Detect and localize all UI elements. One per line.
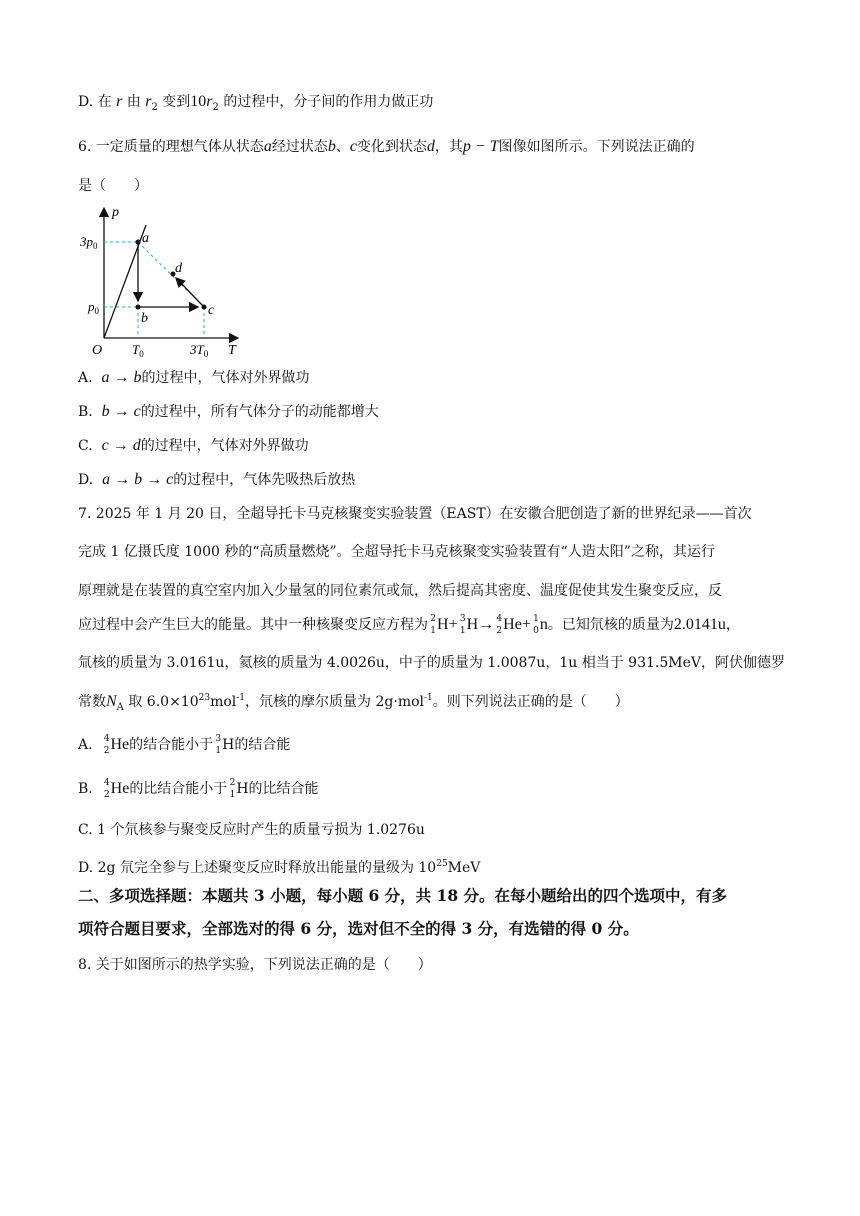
q7-stem-line4: 应过程中会产生巨大的能量。其中一种核聚变反应方程为 2 1 H+ 3 1 H→ 4 2 He+ 1 0 n。已知氘核的质量为2.0141u， [78, 614, 740, 636]
label-p: p [112, 205, 119, 220]
point-c [202, 305, 207, 310]
q6-option-b[interactable]: B. b → c的过程中，所有气体分子的动能都增大 [78, 403, 379, 420]
q7-option-d[interactable]: D. 2g 氘完全参与上述聚变反应时释放出能量的量级为 $10^{25}MeV$ [78, 859, 481, 876]
q7-option-c[interactable]: C. 1 个氘核参与聚变反应时产生的质量亏损为 1.0276u [78, 822, 425, 838]
label-O: O [92, 343, 103, 358]
label-T: T [228, 343, 236, 358]
q7-stem-line5: 氚核的质量为 3.0161u，氦核的质量为 4.0026u，中子的质量为 1.0087u，1u 相当于 931.5MeV，阿伏伽德罗 [78, 655, 785, 671]
q6-option-a[interactable]: A. a → b的过程中，气体对外界做功 [78, 369, 310, 386]
label-T0: $T_0$ [132, 342, 144, 359]
q7-stem-line2: 完成 1 亿摄氏度 1000 秒的“高质量燃烧”。全超导托卡马克核聚变实验装置有“人造太阳”之称，其运行 [78, 544, 715, 560]
q7-stem-line3: 原理就是在装置的真空室内加入少量氢的同位素氘或氚，然后提高其密度、温度促使其发生聚变反应，反 [78, 583, 722, 599]
label-3p0: $3p_0$ [80, 234, 98, 251]
q6-option-c[interactable]: C. c → d的过程中，气体对外界做功 [78, 437, 309, 454]
label-b: b [141, 311, 148, 326]
label-d: d [175, 261, 182, 276]
q8-stem: 8. 关于如图所示的热学实验，下列说法正确的是（ ） [78, 957, 432, 973]
label-a: a [142, 231, 149, 246]
label-3T0: $3T_0$ [190, 342, 209, 359]
q5-option-d: D. 在 r 由 $r_2$ 变到$10r_2$ 的过程中，分子间的作用力做正功 [78, 93, 434, 113]
q6-stem-line2: 是（ ） [78, 178, 148, 194]
process-c-d [176, 278, 204, 307]
label-c: c [208, 303, 215, 318]
q7-stem-line1: 7. 2025 年 1 月 20 日，全超导托卡马克核聚变实验装置（EAST）在安徽合肥创造了新的世界纪录——首次 [78, 506, 752, 522]
q6-pT-graph [78, 200, 258, 365]
q6-stem-line1: 6. 一定质量的理想气体从状态a经过状态b、c变化到状态d，其p − T图像如图所示。下列说法正确的 [78, 138, 695, 155]
q6-option-d[interactable]: D. a → b → c的过程中，气体先吸热后放热 [78, 471, 356, 488]
q7-option-b[interactable]: B. 4 2 He的比结合能小于 2 1 H的比结合能 [78, 778, 319, 800]
fusion-equation: 2 1 H+ 3 1 H→ 4 2 He+ 1 0 n [430, 614, 548, 636]
q7-stem-line6: 常数$N_A$ 取 $6.0\times 10^{23}mol^{-1}$，氘核的摩尔质量为 2g·mol$^{-1}$。则下列说法正确的是（ ） [78, 693, 629, 713]
label-p0: $p_0$ [88, 299, 99, 316]
point-b [136, 305, 141, 310]
section2-heading-line2: 项符合题目要求，全部选对的得 6 分，选对但不全的得 3 分，有选错的得 0 分。 [78, 919, 639, 938]
point-a [136, 240, 141, 245]
section2-heading-line1: 二、多项选择题：本题共 3 小题，每小题 6 分，共 18 分。在每小题给出的四个选项中，有多 [78, 886, 728, 905]
q7-option-a[interactable]: A. 4 2 He的结合能小于 3 1 H的结合能 [78, 734, 291, 756]
